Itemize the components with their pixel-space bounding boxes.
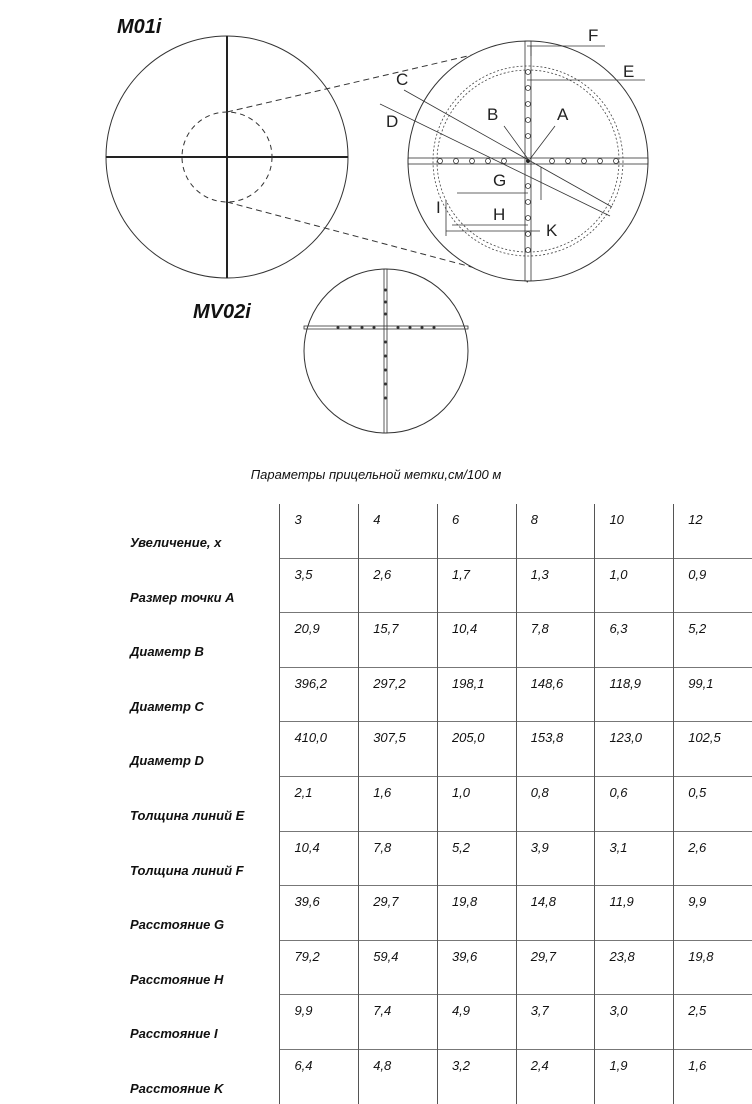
row-label: Диаметр B	[130, 644, 204, 660]
value-cell: 1,6	[674, 1049, 752, 1103]
row-label: Размер точки A	[130, 589, 235, 605]
value-cell: 19,8	[674, 940, 752, 995]
reticle2-title: MV02i	[193, 301, 251, 323]
value-cell: 14,8	[516, 886, 595, 941]
value-cell: 39,6	[280, 886, 359, 941]
value-cell: 0,8	[516, 776, 595, 831]
magnification-cell: 6	[437, 504, 516, 558]
table-row	[122, 776, 752, 831]
table-row	[122, 613, 752, 668]
value-cell: 123,0	[595, 722, 674, 777]
value-cell: 102,5	[674, 722, 752, 777]
value-cell: 7,8	[359, 831, 438, 886]
value-cell: 9,9	[674, 886, 752, 941]
row-label: Толщина линий E	[130, 808, 245, 824]
value-cell: 198,1	[437, 667, 516, 722]
value-cell: 2,5	[674, 995, 752, 1050]
magnification-cell: 3	[280, 504, 359, 558]
value-cell: 9,9	[280, 995, 359, 1050]
value-cell: 23,8	[595, 940, 674, 995]
magnification-cell: 4	[359, 504, 438, 558]
parameters-table	[122, 504, 752, 1104]
value-cell: 0,5	[674, 776, 752, 831]
value-cell: 7,8	[516, 613, 595, 668]
value-cell: 2,4	[516, 1049, 595, 1103]
row-label: Расстояние I	[130, 1026, 218, 1042]
label-e: E	[623, 62, 635, 81]
label-f: F	[588, 26, 599, 45]
value-cell: 1,3	[516, 558, 595, 613]
value-cell: 2,6	[674, 831, 752, 886]
row-label: Диаметр D	[130, 753, 204, 769]
value-cell: 3,1	[595, 831, 674, 886]
table-row	[122, 831, 752, 886]
magnification-cell: 10	[595, 504, 674, 558]
reticle-m01i	[106, 36, 348, 278]
value-cell: 1,9	[595, 1049, 674, 1103]
value-cell: 2,1	[280, 776, 359, 831]
value-cell: 7,4	[359, 995, 438, 1050]
row-label: Диаметр C	[130, 698, 204, 714]
value-cell: 153,8	[516, 722, 595, 777]
reticle-mv02i	[304, 269, 468, 433]
row-label: Расстояние G	[130, 917, 225, 933]
table-row	[122, 940, 752, 995]
magnification-cell: 12	[674, 504, 752, 558]
value-cell: 0,9	[674, 558, 752, 613]
table-row	[122, 1049, 752, 1103]
value-cell: 6,4	[280, 1049, 359, 1103]
label-b: B	[487, 105, 499, 124]
row-label: Расстояние K	[130, 1080, 224, 1096]
label-i: I	[436, 198, 441, 217]
value-cell: 79,2	[280, 940, 359, 995]
value-cell: 410,0	[280, 722, 359, 777]
label-d: D	[386, 112, 399, 131]
value-cell: 99,1	[674, 667, 752, 722]
table-row	[122, 886, 752, 941]
value-cell: 29,7	[359, 886, 438, 941]
value-cell: 10,4	[437, 613, 516, 668]
value-cell: 1,0	[595, 558, 674, 613]
value-cell: 1,6	[359, 776, 438, 831]
label-h: H	[493, 205, 506, 224]
table-row	[122, 667, 752, 722]
value-cell: 3,2	[437, 1049, 516, 1103]
value-cell: 20,9	[280, 613, 359, 668]
value-cell: 5,2	[674, 613, 752, 668]
value-cell: 39,6	[437, 940, 516, 995]
value-cell: 59,4	[359, 940, 438, 995]
label-g: G	[493, 171, 507, 190]
value-cell: 1,0	[437, 776, 516, 831]
value-cell: 29,7	[516, 940, 595, 995]
table-title: Параметры прицельной метки,см/100 м	[250, 467, 502, 482]
value-cell: 5,2	[437, 831, 516, 886]
value-cell: 15,7	[359, 613, 438, 668]
value-cell: 297,2	[359, 667, 438, 722]
magnification-cell: 8	[516, 504, 595, 558]
value-cell: 3,9	[516, 831, 595, 886]
reticle1-title: M01i	[117, 16, 162, 38]
value-cell: 3,5	[280, 558, 359, 613]
value-cell: 6,3	[595, 613, 674, 668]
value-cell: 2,6	[359, 558, 438, 613]
reticle-diagram	[0, 0, 752, 440]
value-cell: 3,7	[516, 995, 595, 1050]
value-cell: 148,6	[516, 667, 595, 722]
value-cell: 11,9	[595, 886, 674, 941]
value-cell: 0,6	[595, 776, 674, 831]
label-c: C	[396, 70, 409, 89]
value-cell: 10,4	[280, 831, 359, 886]
table-row	[122, 722, 752, 777]
label-k: K	[546, 221, 558, 240]
table-header-row	[122, 504, 752, 558]
value-cell: 19,8	[437, 886, 516, 941]
row-label: Толщина линий F	[130, 862, 244, 878]
value-cell: 4,8	[359, 1049, 438, 1103]
value-cell: 205,0	[437, 722, 516, 777]
value-cell: 1,7	[437, 558, 516, 613]
row-label: Расстояние H	[130, 971, 224, 987]
table-row	[122, 558, 752, 613]
value-cell: 118,9	[595, 667, 674, 722]
table-row	[122, 995, 752, 1050]
value-cell: 3,0	[595, 995, 674, 1050]
value-cell: 396,2	[280, 667, 359, 722]
header-label: Увеличение, х	[130, 535, 222, 551]
zoomed-reticle	[380, 26, 648, 281]
value-cell: 307,5	[359, 722, 438, 777]
value-cell: 4,9	[437, 995, 516, 1050]
label-a: A	[557, 105, 569, 124]
